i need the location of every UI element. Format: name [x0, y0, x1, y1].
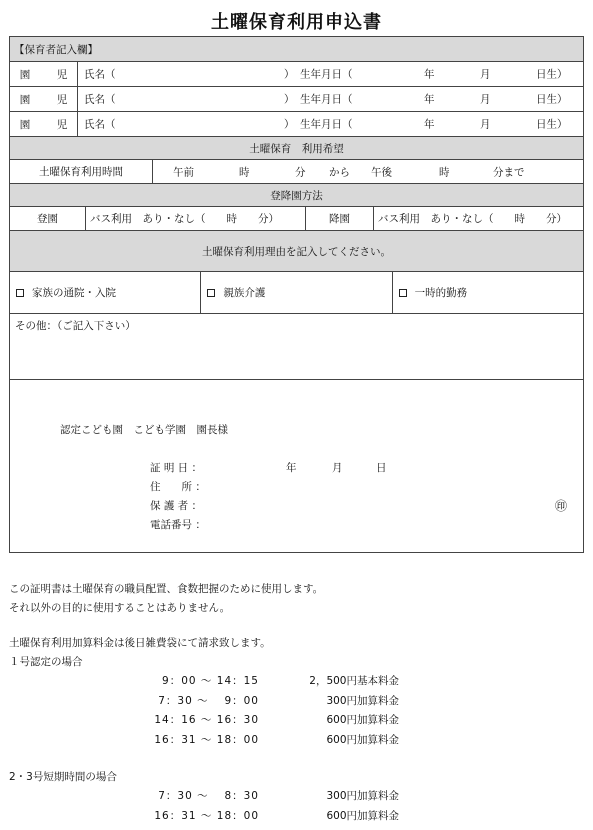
fee-time: 7：30 〜 8：30 [158, 790, 259, 803]
fee-time: 16：31 〜 18：00 [154, 809, 259, 822]
usage-time-row [10, 160, 583, 184]
reason-label: 親族介護 [223, 287, 266, 299]
note-line-2: それ以外の目的に使用することはありません。 [9, 602, 231, 614]
child-birth-month: 月 [480, 68, 491, 81]
seal-icon: ㊞ [555, 499, 568, 513]
phone-label: 電話番号 ： [150, 519, 206, 531]
fee-amount: 2，500円基本料金 [309, 675, 399, 688]
am-label: 午前 [173, 166, 194, 178]
application-form [9, 36, 584, 553]
certificate-block [10, 380, 583, 552]
fee-row [9, 692, 584, 712]
child-name-close: ） [284, 68, 295, 81]
child-row-1 [10, 62, 583, 87]
drop-off-bus[interactable]: バス利用 あり・なし（ 時 分） [86, 207, 306, 230]
fee-amount: 300円加算料金 [326, 790, 399, 803]
reason-label: 家族の通院・入院 [32, 287, 116, 299]
fee-time: 16：31 〜 18：00 [154, 733, 259, 746]
child-birth-label: 生年月日（ [300, 118, 353, 131]
child-label: 園 児 [10, 62, 78, 86]
reason-option-hospital[interactable] [10, 272, 201, 313]
child-label: 園 児 [10, 87, 78, 111]
note-line-1: この証明書は土曜保育の職員配置、食数把握のために使用します。 [9, 583, 324, 595]
note-line-3: 土曜保育利用加算料金は後日雑費袋にて請求致します。 [9, 637, 271, 649]
minute-label-1: 分 [295, 166, 306, 178]
child-label: 園 児 [10, 112, 78, 136]
child-name-close: ） [284, 118, 295, 131]
fee-row [9, 672, 584, 692]
child-birth-label: 生年月日（ [300, 68, 353, 81]
cert-date-label: 証 明 日 ： [150, 462, 203, 474]
usage-time-label: 土曜保育利用時間 [10, 160, 153, 183]
reason-options-row [10, 272, 583, 314]
pm-label: 午後 [371, 166, 392, 178]
usage-header-row [10, 137, 583, 160]
group1-title: １号認定の場合 [9, 656, 83, 668]
reason-label: 一時的勤務 [414, 287, 468, 299]
guardian-label: 保 護 者 ： [150, 500, 203, 512]
reason-header-row [10, 231, 583, 272]
checkbox-icon[interactable] [16, 289, 24, 297]
fee-row [9, 787, 584, 807]
from-label: から [329, 166, 350, 178]
fee-row [9, 807, 584, 827]
other-reason-label: その他：（ご記入下さい） [15, 320, 136, 332]
guardian-section-row [10, 37, 583, 62]
child-name-label: 氏名（ [84, 93, 116, 106]
checkbox-icon[interactable] [207, 289, 215, 297]
fee-amount: 600円加算料金 [326, 733, 399, 746]
child-birth-day: 日生） [536, 68, 568, 81]
fee-time: 7：30 〜 9：00 [158, 694, 259, 707]
until-label: 分まで [493, 166, 525, 178]
child-name-close: ） [284, 93, 295, 106]
reason-option-care[interactable] [201, 272, 392, 313]
child-name-label: 氏名（ [84, 118, 116, 131]
addressee: 認定こども園 こども学園 園長様 [60, 424, 228, 436]
fee-amount: 600円加算料金 [326, 714, 399, 727]
child-fields[interactable] [78, 62, 583, 86]
fee-time: 14：16 〜 16：30 [154, 714, 259, 727]
child-name-label: 氏名（ [84, 68, 116, 81]
cert-day: 日 [376, 462, 387, 474]
hour-label-2: 時 [439, 166, 450, 178]
commute-row [10, 207, 583, 231]
pick-up-bus[interactable]: バス利用 あり・なし（ 時 分） [378, 213, 567, 225]
fee-amount: 300円加算料金 [326, 694, 399, 707]
child-birth-day: 日生） [536, 118, 568, 131]
notes-section [9, 580, 584, 826]
guardian-section-label: 【保育者記入欄】 [14, 43, 98, 56]
cert-month: 月 [332, 462, 343, 474]
fee-row [9, 731, 584, 751]
usage-time-fields[interactable] [153, 160, 583, 183]
child-fields[interactable] [78, 87, 583, 111]
fee-time: 9：00 〜 14：15 [162, 675, 259, 688]
other-reason-row[interactable] [10, 314, 583, 380]
commute-header-row [10, 184, 583, 207]
cert-year: 年 [286, 462, 297, 474]
hour-label-1: 時 [239, 166, 250, 178]
fee-amount: 600円加算料金 [326, 809, 399, 822]
child-birth-year: 年 [424, 93, 435, 106]
fee-row [9, 711, 584, 731]
pick-up-label: 降園 [306, 207, 374, 230]
group2-title: 2・3号短期時間の場合 [9, 771, 117, 783]
child-row-2 [10, 87, 583, 112]
child-birth-month: 月 [480, 93, 491, 106]
child-birth-label: 生年月日（ [300, 93, 353, 106]
address-label: 住 所 ： [150, 481, 206, 493]
child-row-3 [10, 112, 583, 137]
child-birth-month: 月 [480, 118, 491, 131]
page-title: 土曜保育利用申込書 [211, 12, 382, 33]
commute-header: 登降園方法 [270, 189, 323, 202]
checkbox-icon[interactable] [399, 289, 407, 297]
reason-option-work[interactable] [393, 272, 583, 313]
child-fields[interactable] [78, 112, 583, 136]
usage-header: 土曜保育 利用希望 [249, 142, 344, 155]
child-birth-year: 年 [424, 118, 435, 131]
child-birth-year: 年 [424, 68, 435, 81]
child-birth-day: 日生） [536, 93, 568, 106]
drop-off-label: 登園 [10, 207, 86, 230]
reason-header: 土曜保育利用理由を記入してください。 [202, 245, 391, 258]
